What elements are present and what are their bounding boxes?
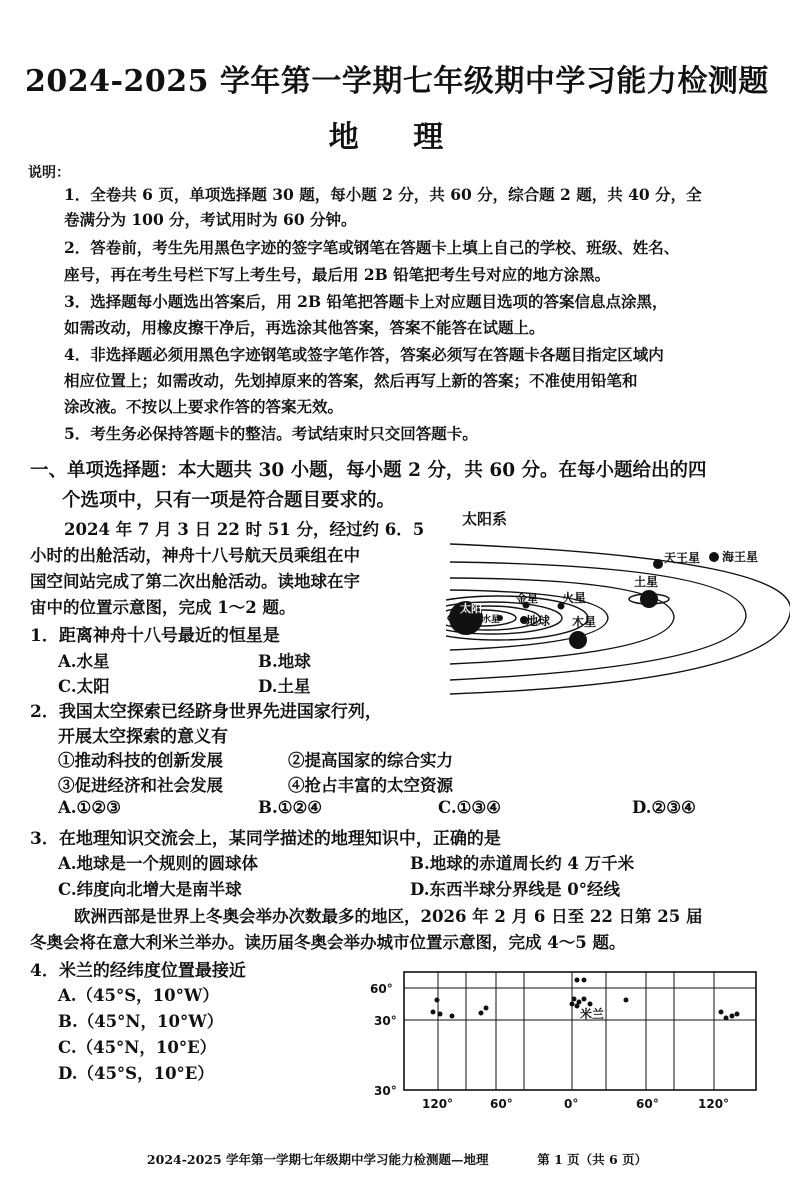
exam-title: 2024-2025 学年第一学期七年级期中学习能力检测题 [25, 64, 769, 99]
mercury-label: 水星 [482, 615, 501, 625]
q3-option-b[interactable]: B.地球的赤道周长约 4 万千米 [410, 854, 635, 873]
lon-label-120w: 120° [422, 1097, 454, 1111]
passage1-line4: 宙中的位置示意图，完成 1～2 题。 [30, 598, 296, 617]
q4-option-d[interactable]: D.（45°S，10°E） [58, 1064, 214, 1083]
q1-option-a[interactable]: A.水星 [58, 652, 110, 671]
note-line-4c: 涂改液。不按以上要求作答的答案无效。 [64, 397, 344, 416]
saturn-icon [640, 590, 658, 608]
host-city-dot [735, 1012, 740, 1017]
host-city-dot [484, 1006, 489, 1011]
saturn-label: 土星 [634, 575, 659, 589]
q2-option-d[interactable]: D.②③④ [632, 798, 696, 817]
page-footer [0, 1150, 794, 1168]
q2-statement-1: ①推动科技的创新发展 [58, 751, 223, 770]
note-line-1: 1．全卷共 6 页，单项选择题 30 题，每小题 2 分，共 60 分，综合题 2 题，共 40 分，全 [64, 185, 702, 204]
q2-statement-3: ③促进经济和社会发展 [58, 776, 223, 795]
page-number: 第 1 页（共 6 页） [537, 1152, 648, 1167]
passage1-line2: 小时的出舱活动，神舟十八号航天员乘组在中 [30, 546, 360, 565]
note-line-4b: 相应位置上；如需改动，先划掉原来的答案，然后再写上新的答案；不准使用铅笔和 [64, 371, 638, 390]
map-frame [404, 972, 756, 1090]
host-city-dot [588, 1002, 593, 1007]
sun-label: 太阳 [460, 602, 482, 615]
milan-label: 米兰 [580, 1007, 605, 1021]
jupiter-label: 木星 [572, 615, 597, 629]
q4-stem: 4．米兰的经纬度位置最接近 [30, 961, 246, 981]
q2-option-b[interactable]: B.①②④ [258, 798, 323, 817]
host-city-dot [479, 1011, 484, 1016]
milan-dot [575, 1004, 580, 1009]
subject-title: 地 理 [328, 120, 466, 155]
q4-option-c[interactable]: C.（45°N，10°E） [58, 1038, 217, 1057]
host-city-dot [730, 1014, 735, 1019]
q3-stem: 3．在地理知识交流会上，某同学描述的地理知识中，正确的是 [30, 829, 501, 849]
host-city-dot [624, 998, 629, 1003]
note-line-3b: 如需改动，用橡皮擦干净后，再选涂其他答案，答案不能答在试题上。 [64, 318, 545, 337]
host-city-dot [435, 998, 440, 1003]
q2-stem-line1: 2．我国太空探索已经跻身世界先进国家行列， [30, 702, 382, 722]
mars-label: 火星 [562, 591, 587, 605]
q2-statement-4: ④抢占丰富的太空资源 [288, 776, 453, 795]
notes-heading: 说明： [28, 165, 70, 181]
host-city-dot [582, 997, 587, 1002]
note-line-5: 5．考生务必保持答题卡的整洁。考试结束时只交回答题卡。 [64, 424, 478, 443]
note-line-3: 3．选择题每小题选出答案后，用 2B 铅笔把答题卡上对应题目选项的答案信息点涂黑， [64, 292, 668, 311]
host-city-dot [438, 1012, 443, 1017]
q1-option-d[interactable]: D.土星 [258, 677, 311, 696]
host-city-dot [450, 1014, 455, 1019]
q3-option-c[interactable]: C.纬度向北增大是南半球 [58, 880, 242, 899]
q4-option-a[interactable]: A.（45°S，10°W） [58, 986, 219, 1005]
uranus-label: 天王星 [664, 551, 701, 565]
lon-label-120e: 120° [698, 1097, 730, 1111]
passage1-line1: 2024 年 7 月 3 日 22 时 51 分，经过约 6．5 [64, 520, 425, 539]
lon-label-60w: 60° [490, 1097, 513, 1111]
neptune-label: 海王星 [722, 550, 759, 564]
note-line-2b: 座号，再在考生号栏下写上考生号，最后用 2B 铅笔把考生号对应的地方涂黑。 [64, 265, 611, 284]
diagram-title: 太阳系 [462, 510, 508, 528]
q2-statement-2: ②提高国家的综合实力 [288, 751, 453, 770]
lon-label-0: 0° [564, 1097, 579, 1111]
host-city-dot [719, 1010, 724, 1015]
note-line-4: 4．非选择题必须用黑色字迹钢笔或签字笔作答，答案必须写在答题卡各题目指定区域内 [64, 345, 664, 364]
section-heading-line1: 一、单项选择题：本大题共 30 小题，每小题 2 分，共 60 分。在每小题给出的四 [30, 460, 707, 481]
neptune-icon [709, 552, 719, 562]
host-city-dot [575, 978, 580, 983]
lat-label-30n: 30° [374, 1014, 397, 1028]
note-line-2: 2．答卷前，考生先用黑色字迹的签字笔或钢笔在答题卡上填上自己的学校、班级、姓名、 [64, 238, 680, 257]
q1-stem: 1．距离神舟十八号最近的恒星是 [30, 626, 280, 646]
q4-option-b[interactable]: B.（45°N，10°W） [58, 1012, 224, 1031]
footer-title: 2024-2025 学年第一学期七年级期中学习能力检测题—地理 [146, 1152, 489, 1167]
solar-system-diagram [446, 504, 790, 700]
host-city-dot [431, 1010, 436, 1015]
earth-label: 地球 [526, 614, 551, 628]
venus-label: 金星 [516, 592, 538, 605]
uranus-icon [653, 559, 663, 569]
section-heading-line2: 个选项中，只有一项是符合题目要求的。 [62, 490, 396, 511]
lon-label-60e: 60° [636, 1097, 659, 1111]
host-city-dot [582, 978, 587, 983]
q2-option-c[interactable]: C.①③④ [438, 798, 501, 817]
host-city-dot [724, 1016, 729, 1021]
host-city-dot [570, 1002, 575, 1007]
passage1-line3: 国空间站完成了第二次出舱活动。读地球在宇 [30, 572, 360, 591]
q2-stem-line2: 开展太空探索的意义有 [58, 727, 228, 747]
olympics-host-city-map [366, 966, 766, 1116]
q3-option-d[interactable]: D.东西半球分界线是 0°经线 [410, 880, 620, 899]
lat-label-30s: 30° [374, 1084, 397, 1098]
q1-option-b[interactable]: B.地球 [258, 652, 311, 671]
q1-option-c[interactable]: C.太阳 [58, 677, 110, 696]
q3-option-a[interactable]: A.地球是一个规则的圆球体 [58, 854, 259, 873]
lat-label-60: 60° [370, 982, 393, 996]
host-city-dot [572, 997, 577, 1002]
jupiter-icon [569, 631, 587, 649]
note-line-1b: 卷满分为 100 分，考试用时为 60 分钟。 [64, 210, 357, 229]
passage2-line2: 冬奥会将在意大利米兰举办。读历届冬奥会举办城市位置示意图，完成 4～5 题。 [30, 933, 626, 952]
q2-option-a[interactable]: A.①②③ [58, 798, 121, 817]
passage2-line1: 欧洲西部是世界上冬奥会举办次数最多的地区，2026 年 2 月 6 日至 22 日第 25 届 [74, 907, 703, 926]
